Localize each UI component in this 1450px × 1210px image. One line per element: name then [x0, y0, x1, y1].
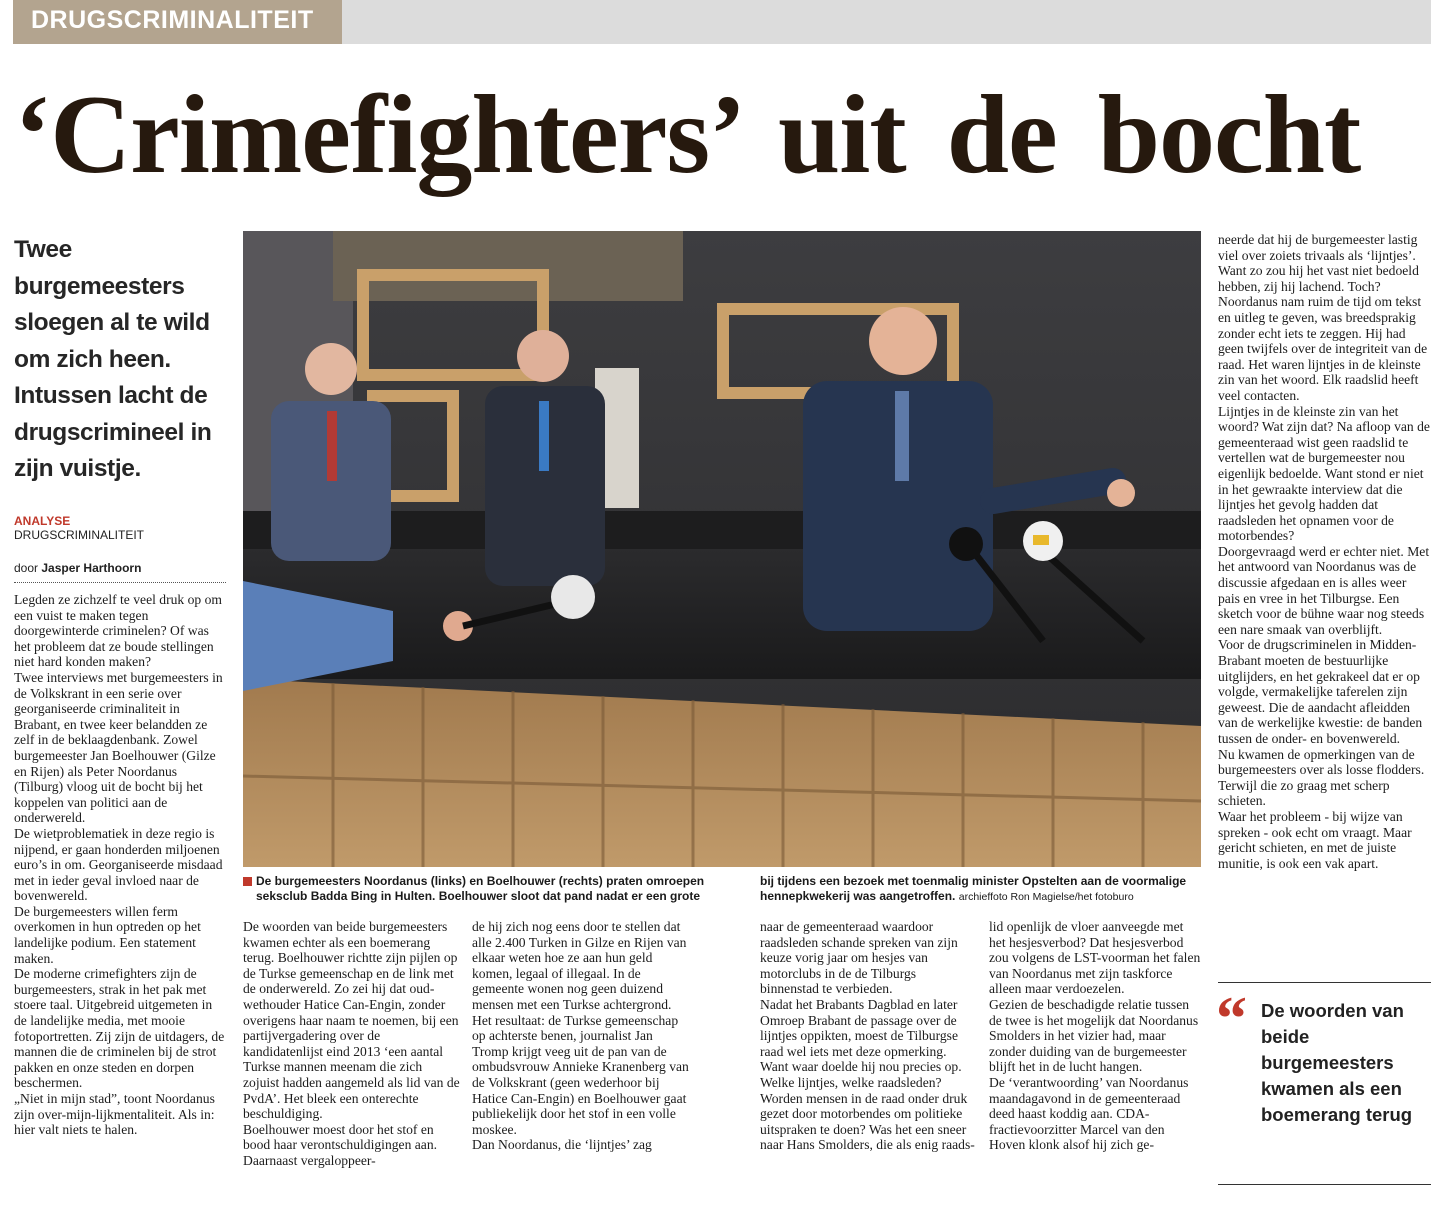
- column-4: [760, 919, 978, 1191]
- pullquote-mark: “: [1216, 985, 1247, 1053]
- kicker-sub: DRUGSCRIMINALITEIT: [14, 528, 145, 542]
- kicker-label: ANALYSE: [14, 514, 71, 528]
- paragraph: De woorden van beide burgemeesters kwamen echter als een boemerang terug. Boelhouwer richtte zijn pijlen op de Turkse gemeenschap en de link met de onderwereld. Zo zei hij dat oud-wethouder Hatice Can-Engin, zonder overigens haar naam te noemen, bij een partijvergadering over de kandidatenlijst eind 2013 ‘een aantal Turkse mannen meenam die zich zojuist hadden aangemeld als lid van de PvdA’. Het bleek een onterechte beschuldiging.: [243, 919, 460, 1122]
- photo-illustration: [243, 231, 1201, 867]
- paragraph: Doorgevraagd werd er echter niet. Met het antwoord van Noordanus was de discussie afgedaan en is alles weer pais en vree in het Tilburgse. Een sketch voor de bühne waar nog steeds een nare smaak van overblijft.: [1218, 543, 1430, 637]
- divider: [14, 582, 226, 583]
- paragraph: Voor de drugscriminelen in Midden-Brabant moeten de bestuurlijke uitglijders, en het gekrakeel dat er op volgde, vermakelijke taferelen zijn geweest. Die de aandacht afleidden van de werkelijke kwestie: de banden tussen de onder- en bovenwereld.: [1218, 637, 1423, 746]
- caption-left: [256, 874, 704, 904]
- paragraph: naar de gemeenteraad waardoor raadsleden schande spreken van zijn keuze vorig jaar om hesjes van motorclubs in de de Tilburgs binnenstad te verbieden.: [760, 919, 958, 997]
- paragraph: „Niet in mijn stad”, toont Noordanus zijn over-mijn-lijkmentaliteit. Als in: hier valt niets te halen.: [14, 1091, 215, 1138]
- pullquote-text: De woorden van beide burgemeesters kwamen als een boemerang terug: [1261, 1000, 1413, 1125]
- paragraph: neerde dat hij de burgemeester lastig viel over zoiets trivaals als ‘lijntjes’. Want zo zou hij het vast niet bedoeld hebben, zij hij lachend. Toch?: [1218, 232, 1419, 294]
- column-6: [1218, 232, 1431, 968]
- paragraph: Het resultaat: de Turkse gemeenschap op achterste benen, journalist Jan Tromp krijgt veeg uit de pan van de ombudsvrouw Annieke Kranenberg van de Volkskrant (geen wederhoor bij Hatice Can-Engin) en Boelhouwer gaat publiekelijk door het stof in een volle moskee.: [472, 1012, 689, 1137]
- byline-author: Jasper Harthoorn: [41, 561, 142, 575]
- intro-lead: Twee burgemeesters sloegen al te wild om zich heen. Intussen lacht de drugscrimineel in zijn vuistje.: [14, 236, 212, 482]
- caption-line: bij tijdens een bezoek met toenmalig minister Opstelten aan de voormalige: [760, 874, 1187, 888]
- column-5: [989, 919, 1202, 1191]
- column-3: [472, 919, 690, 1191]
- paragraph: Nu kwamen de opmerkingen van de burgemeesters over als losse flodders. Terwijl die zo graag met scherp schieten.: [1218, 746, 1425, 809]
- paragraph: Want waar doelde hij nou precies op. Welke lijntjes, welke raadsleden? Worden mensen in de raad onder druk gezet door motorbendes om politieke uitspraken te doen? Was het een sneer naar Hans Smolders, die als enig raads-: [760, 1059, 975, 1153]
- paragraph: Waar het probleem - bij wijze van spreken - ook echt om vraagt. Maar gericht schieten, en met de juiste munitie, is ook een vak apart.: [1218, 808, 1412, 871]
- column-1: [14, 592, 227, 1192]
- headline: ‘Crimefighters’ uit de bocht: [14, 73, 1361, 197]
- photo-credit: archieffoto Ron Magielse/het fotoburo: [958, 891, 1134, 903]
- paragraph: Noordanus nam ruim de tijd om tekst en uitleg te geven, was breedsprakig zonder echt iets te zeggen. Hij had geen twijfels over de integriteit van de raad. Het waren lijntjes in de kleinste zin van het woord. Elk raadslid heeft veel contacten.: [1218, 294, 1428, 403]
- pullquote-rule-top: [1218, 982, 1431, 983]
- caption-end: hennepkwekerij was aangetroffen.: [760, 889, 956, 903]
- paragraph: De burgemeesters willen ferm overkomen in hun optreden op het landelijke podium. Een statement maken.: [14, 903, 201, 966]
- paragraph: Nadat het Brabants Dagblad en later Omroep Brabant de passage over de lijntjes oppikten, moest de Tilburgse raad wel iets met deze opmerking.: [760, 996, 958, 1059]
- article-photo: [243, 231, 1201, 867]
- paragraph: Boelhouwer moest door het stof en bood haar verontschuldigingen aan. Daarnaast vergaloppeer-: [243, 1121, 438, 1168]
- paragraph: Dan Noordanus, die ‘lijntjes’ zag: [472, 1137, 652, 1153]
- paragraph: Gezien de beschadigde relatie tussen de twee is het mogelijk dat Noordanus Smolders in het vizier had, maar zonder duiding van de burgemeester blijft het in de lucht hangen.: [989, 996, 1199, 1075]
- byline: [14, 561, 141, 576]
- paragraph: lid openlijk de vloer aanveegde met het hesjesverbod? Dat hesjesverbod zou volgens de LST-voorman het falen van Noordanus met zijn taskforce alleen maar verdoezelen.: [989, 919, 1201, 997]
- caption-marker: [243, 877, 252, 886]
- paragraph: Twee interviews met burgemeesters in de Volkskrant in een serie over georganiseerde criminaliteit in Brabant, en twee keer belandden ze zelf in de beklaagdenbank. Zowel burgemeester Jan Boelhouwer (Gilze en Rijen) als Peter Noordanus (Tilburg) vloog uit de bocht bij het koppelen van politici aan de onderwereld.: [14, 669, 223, 826]
- caption-right: [760, 874, 1186, 905]
- byline-prefix: door: [14, 561, 39, 575]
- caption-line: De burgemeesters Noordanus (links) en Boelhouwer (rechts) praten omroepen: [256, 874, 705, 888]
- paragraph: De wietproblematiek in deze regio is nijpend, er gaan honderden miljoenen euro’s in om. Georganiseerde misdaad met in ieder geval invloed naar de bovenwereld.: [14, 825, 223, 904]
- pullquote-rule-bottom: [1218, 1184, 1431, 1185]
- column-2: [243, 919, 461, 1191]
- paragraph: Lijntjes in de kleinste zin van het woord? Wat zijn dat? Na afloop van de gemeenteraad wist geen raadslid te vertellen wat de burgemeester nou eigenlijk bedoelde. Want stond er niet in het gewraakte interview dat die lijntjes het gevolg hadden dat raadsleden het opnamen voor de motorbendes?: [1218, 403, 1430, 544]
- caption-line: [760, 889, 1186, 905]
- paragraph: de hij zich nog eens door te stellen dat alle 2.400 Turken in Gilze en Rijen van elkaar weten hoe ze aan hun geld komen, legaal of illegaal. In de gemeente wonen nog geen duizend mensen met een Turkse achtergrond.: [472, 919, 687, 1012]
- caption-line: seksclub Badda Bing in Hulten. Boelhouwer sloot dat pand nadat er een grote: [256, 889, 701, 903]
- paragraph: De moderne crimefighters zijn de burgemeesters, strak in het pak met stoere taal. Uitgebreid uitgemeten in de landelijke media, met mooie fotoportretten. Zij zijn de uitdagers, de mannen die de criminelen bij de strot pakken en onze steden en dorpen beschermen.: [14, 966, 225, 1091]
- section-tag: DRUGSCRIMINALITEIT: [13, 0, 342, 44]
- paragraph: Legden ze zichzelf te veel druk op om een vuist te maken tegen doorgewinterde criminelen? Of was het probleem dat ze boude stellingen niet hard konden maken?: [14, 592, 222, 670]
- paragraph: De ‘verantwoording’ van Noordanus maandagavond in de gemeenteraad deed haast koddig aan. CDA-fractievoorzitter Marcel van den Hoven klonk alsof hij zich ge-: [989, 1074, 1189, 1153]
